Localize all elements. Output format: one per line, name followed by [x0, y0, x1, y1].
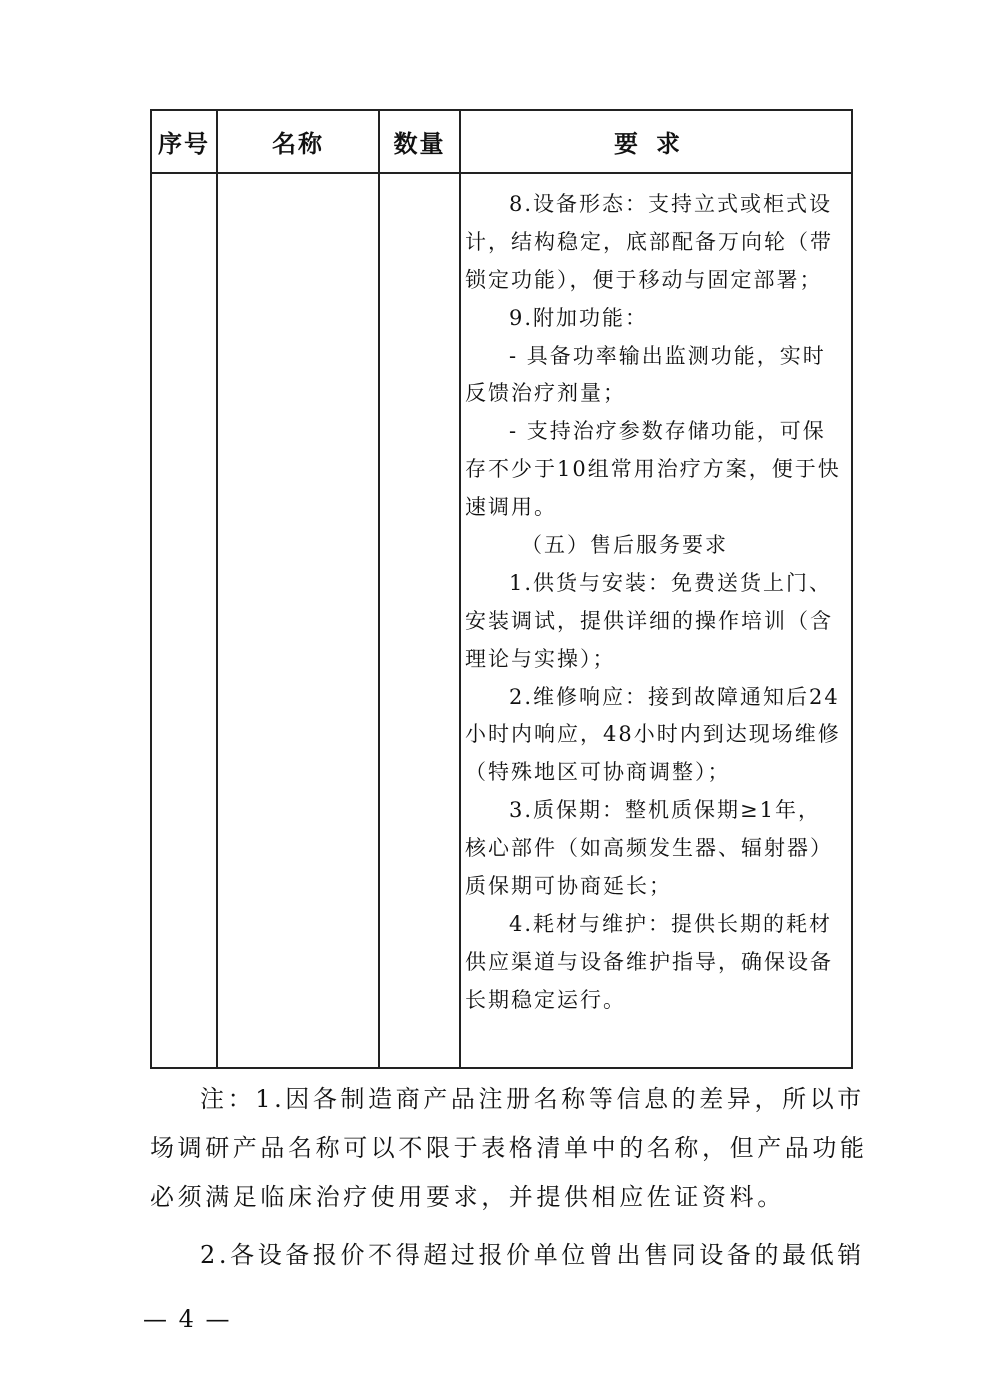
header-quantity: 数量	[379, 110, 460, 173]
requirement-line: - 支持治疗参数存储功能，可保	[509, 419, 826, 444]
requirement-line: 4.耗材与维护：提供长期的耗材	[509, 911, 833, 936]
requirement-line: 2.维修响应：接到故障通知后24	[509, 684, 840, 709]
notes-section	[150, 1075, 868, 1280]
note-line: 2.各设备报价不得超过报价单位曾出售同设备的最低销	[200, 1241, 865, 1269]
cell-quantity	[379, 173, 460, 1068]
header-requirements: 要求	[460, 110, 852, 173]
table-header-row	[151, 110, 852, 173]
table-row	[151, 173, 852, 1068]
section-heading: （五）售后服务要求	[521, 533, 728, 558]
cell-requirements	[460, 173, 852, 1068]
requirement-line: - 具备功率输出监测功能，实时	[509, 343, 826, 368]
requirement-line: 8.设备形态：支持立式或柜式设	[509, 192, 833, 216]
requirement-line: 理论与实操）；	[465, 646, 616, 671]
header-index: 序号	[151, 110, 217, 173]
requirement-line: 质保期可协商延长；	[465, 874, 672, 899]
requirement-line: 速调用。	[465, 495, 557, 520]
requirement-line: 锁定功能），便于移动与固定部署；	[465, 267, 823, 292]
note-line: 必须满足临床治疗使用要求，并提供相应佐证资料。	[150, 1183, 785, 1211]
requirement-line: 1.供货与安装：免费送货上门、	[509, 570, 833, 595]
requirement-line: 反馈治疗剂量；	[465, 381, 626, 406]
cell-index	[151, 173, 217, 1068]
requirement-line: 安装调试，提供详细的操作培训（含	[465, 608, 833, 633]
note-line: 注：1.因各制造商产品注册名称等信息的差异，所以市	[200, 1085, 865, 1113]
requirement-line: （特殊地区可协商调整）；	[465, 760, 731, 785]
requirement-line: 9.附加功能：	[509, 305, 649, 330]
requirements-table	[150, 109, 853, 1069]
note-line: 场调研产品名称可以不限于表格清单中的名称，但产品功能	[150, 1134, 868, 1162]
requirement-line: 3.质保期：整机质保期≥1年，	[509, 798, 821, 823]
requirement-line: 核心部件（如高频发生器、辐射器）	[465, 836, 833, 861]
requirement-line: 计，结构稳定，底部配备万向轮（带	[465, 229, 833, 254]
requirement-line: 小时内响应，48小时内到达现场维修	[465, 722, 841, 747]
requirement-line: 供应渠道与设备维护指导，确保设备	[465, 949, 833, 974]
cell-name	[217, 173, 379, 1068]
page-number: — 4 —	[143, 1305, 232, 1333]
requirement-line: 存不少于10组常用治疗方案，便于快	[465, 457, 841, 482]
requirement-line: 长期稳定运行。	[465, 987, 626, 1012]
header-name: 名称	[217, 110, 379, 173]
